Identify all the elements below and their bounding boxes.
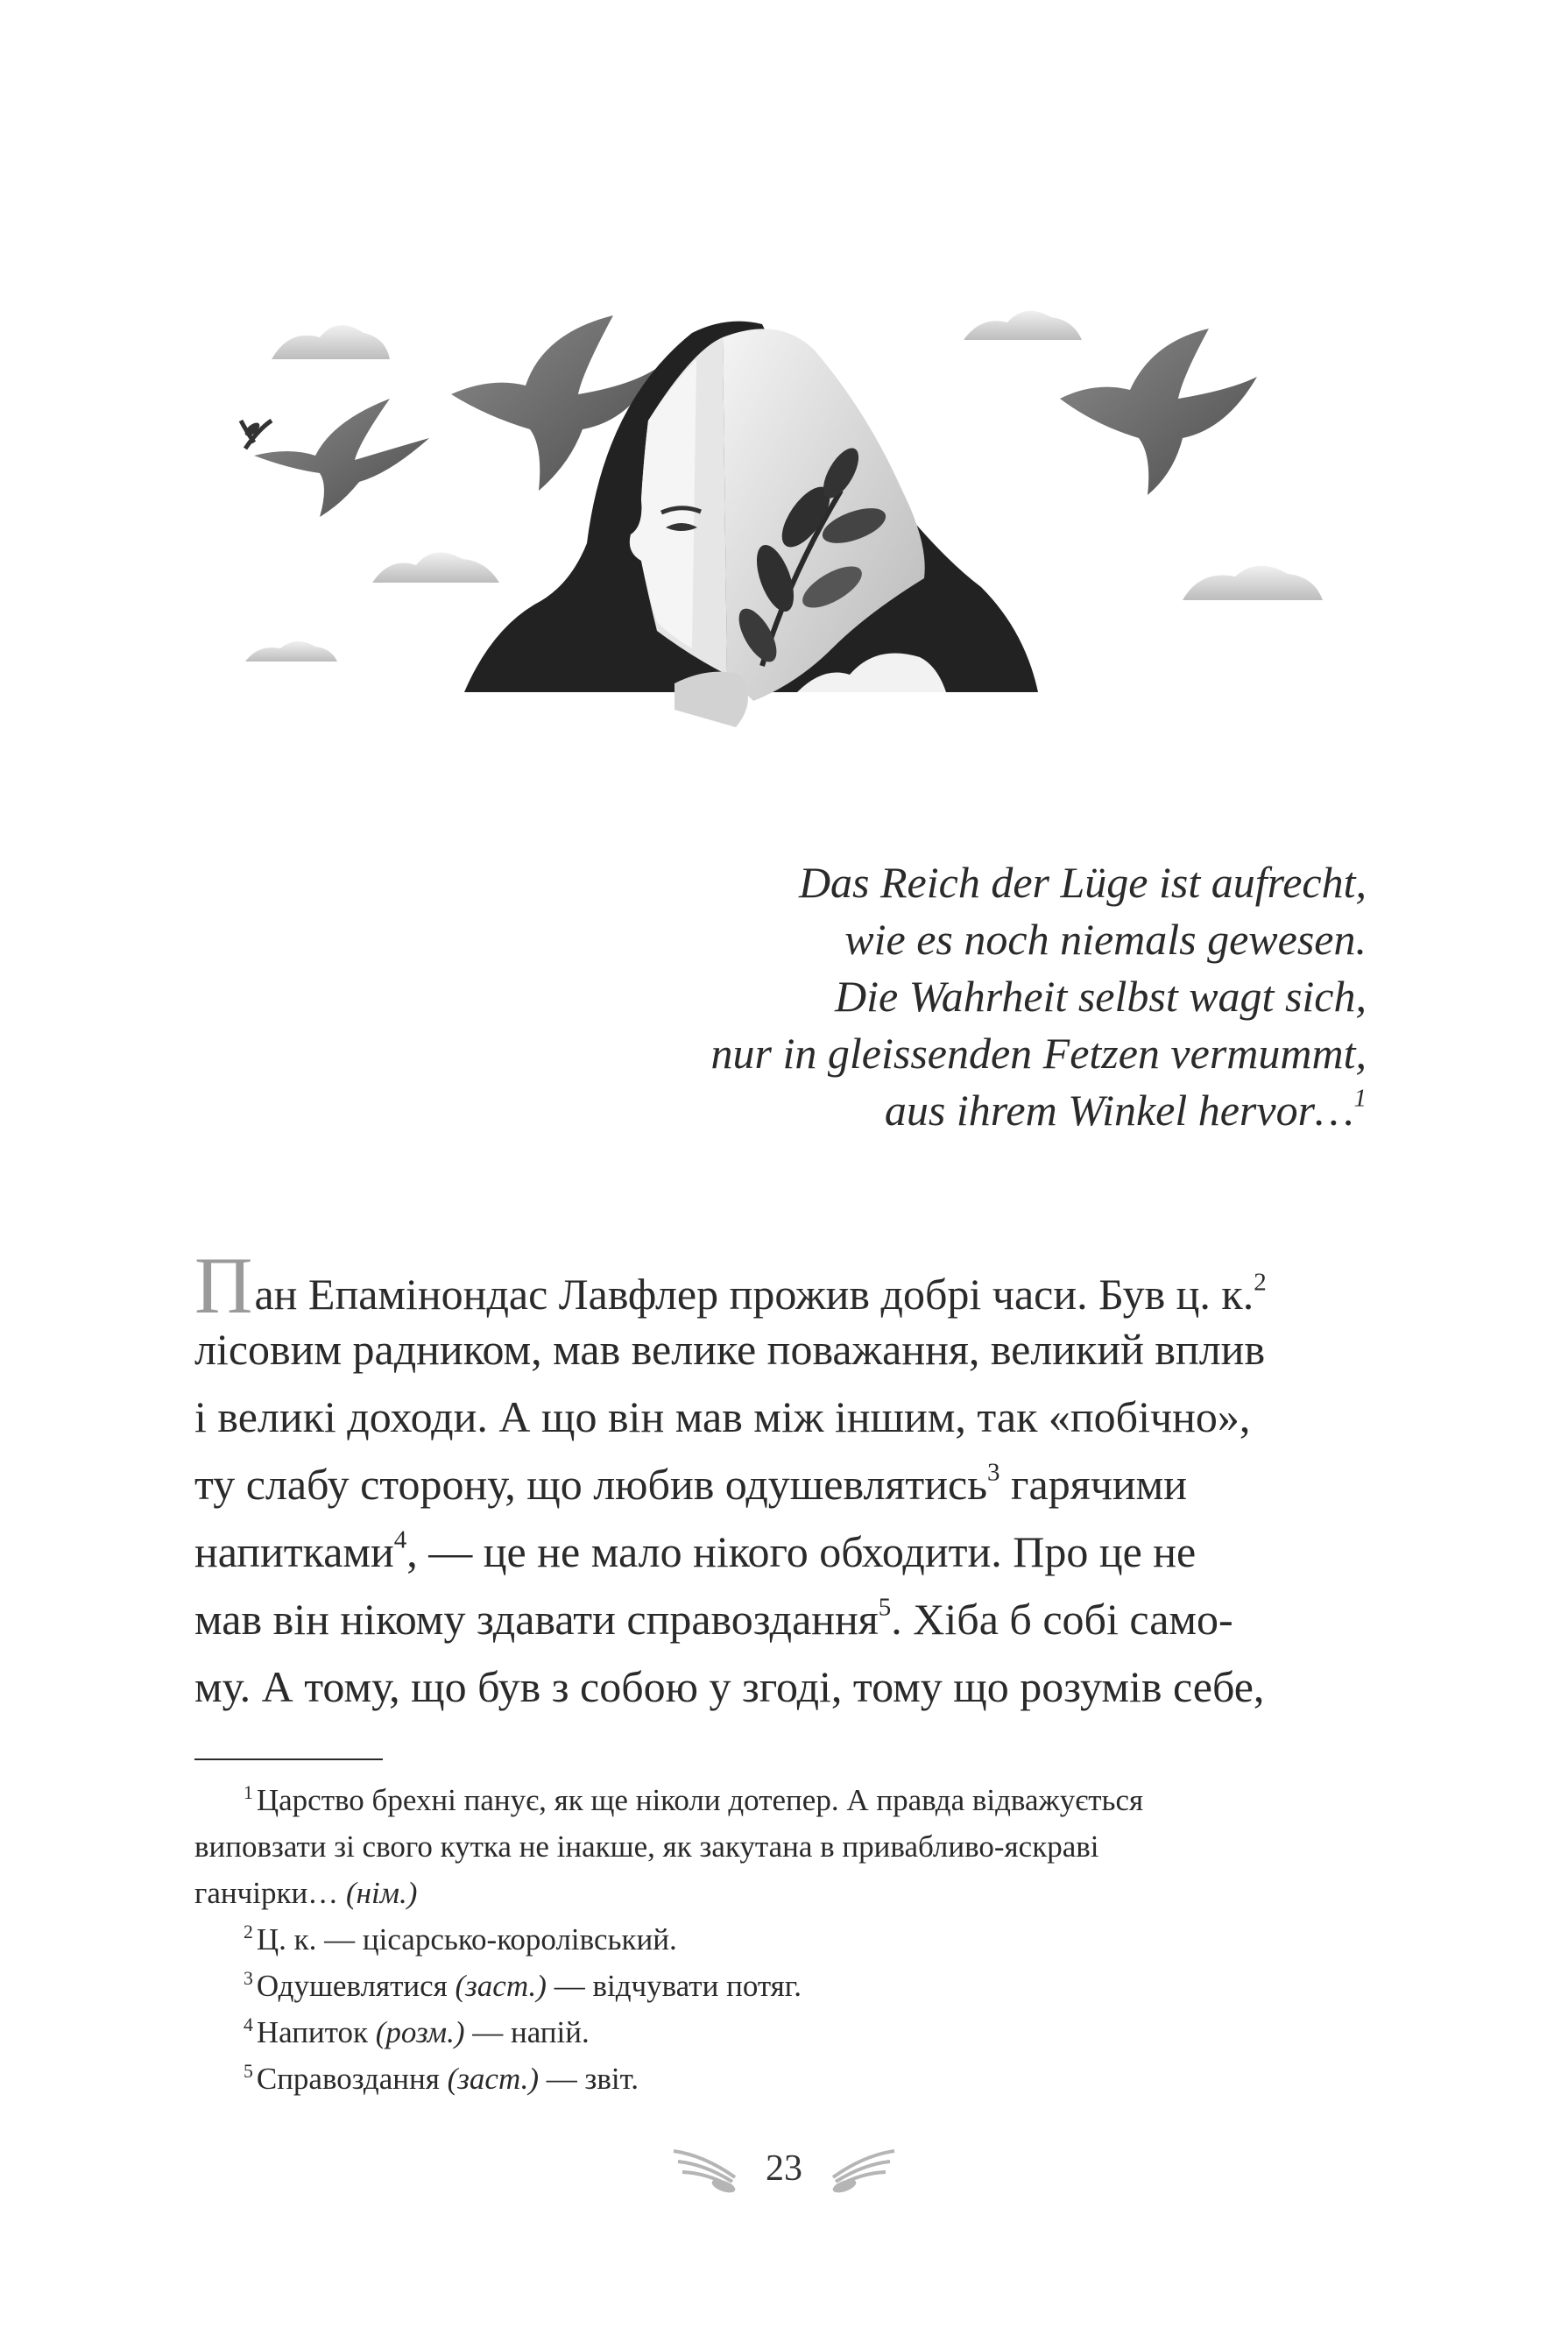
body-paragraph xyxy=(194,1241,1367,1721)
line-text: ту слабу сторону, що любив одушевлятись xyxy=(194,1460,988,1509)
line-text: , — це не мало нікого обходити. Про це не xyxy=(406,1527,1197,1576)
line-content xyxy=(194,1586,1233,1653)
epigraph-line: Das Reich der Lüge ist aufrecht, xyxy=(798,858,1367,907)
wing-ornament-right-icon xyxy=(820,2142,899,2195)
page-number: 23 xyxy=(766,2148,802,2189)
footnote-3 xyxy=(194,1963,1367,2009)
bird-icon xyxy=(1060,329,1257,495)
epigraph-line: Die Wahrheit selbst wagt sich, xyxy=(835,972,1367,1021)
paragraph-line xyxy=(194,1518,1367,1586)
footnote-5 xyxy=(194,2056,1367,2102)
footnote-1-cont xyxy=(194,1823,1367,1870)
line-text: . Хіба б собі само- xyxy=(891,1595,1233,1644)
paragraph-line xyxy=(194,1653,1367,1721)
footnote-definition: — звіт. xyxy=(539,2062,639,2096)
footnotes xyxy=(194,1777,1367,2102)
cloud-icon xyxy=(245,641,337,662)
header-illustration xyxy=(237,298,1375,745)
cloud-icon xyxy=(272,325,390,359)
footnote-definition: — напій. xyxy=(464,2015,590,2049)
line-text: і великі доходи. А що він мав між іншим, так «побічно», xyxy=(194,1392,1251,1441)
page-footer xyxy=(653,2133,915,2204)
line-text: лісовим радником, мав велике поважання, великий вплив xyxy=(194,1325,1266,1374)
line-text: напитками xyxy=(194,1527,394,1576)
footnote-ref[interactable]: 5 xyxy=(878,1593,892,1622)
line-content xyxy=(194,1451,1187,1518)
footnote-term: Справоздання xyxy=(256,2062,440,2096)
footnote-number: 2 xyxy=(244,1921,253,1942)
epigraph-line: aus ihrem Winkel hervor… xyxy=(884,1086,1354,1135)
paragraph-line xyxy=(194,1586,1367,1653)
footnote-note: (розм.) xyxy=(375,2015,465,2049)
footnote-note: (заст.) xyxy=(447,2062,540,2096)
bird-icon xyxy=(241,399,429,517)
cloud-icon xyxy=(372,552,499,583)
footnote-2 xyxy=(194,1916,1367,1963)
paragraph-line xyxy=(194,1241,1367,1330)
paragraph-line xyxy=(194,1383,1367,1451)
footnote-number: 5 xyxy=(244,2060,253,2082)
footnote-number: 1 xyxy=(244,1781,253,1803)
epigraph-line: nur in gleissenden Fetzen vermummt, xyxy=(710,1029,1367,1078)
footnote-text: Царство брехні панує, як ще ніколи дотепер. А правда відважується xyxy=(256,1783,1144,1817)
footnote-divider xyxy=(194,1758,383,1760)
footnote-text: виповзати зі свого кутка не інакше, як закутана в привабливо-яскраві xyxy=(194,1829,1099,1864)
line-content xyxy=(194,1241,1267,1330)
line-text: му. А тому, що був з собою у згоді, тому що розумів себе, xyxy=(194,1662,1265,1711)
epigraph xyxy=(438,854,1367,1139)
epigraph-line-last xyxy=(438,1082,1367,1139)
footnote-4 xyxy=(194,2009,1367,2056)
footnote-text: Ц. к. — цісарсько-королівський. xyxy=(256,1922,677,1957)
line-text: ан Епамінондас Лавфлер прожив добрі часи. Був ц. к. xyxy=(254,1270,1254,1319)
line-text: гарячими xyxy=(999,1460,1188,1509)
footnote-term: Одушевлятися xyxy=(256,1969,448,2003)
line-text: мав він нікому здавати справоздання xyxy=(194,1595,879,1644)
footnote-ref[interactable]: 4 xyxy=(393,1525,407,1554)
footnote-1 xyxy=(194,1777,1367,1823)
paragraph-line xyxy=(194,1451,1367,1518)
footnote-1-cont xyxy=(194,1870,1367,1916)
footnote-ref[interactable]: 2 xyxy=(1254,1268,1267,1297)
drop-cap: П xyxy=(194,1241,253,1330)
footnote-note: (заст.) xyxy=(455,1969,547,2003)
wing-ornament-left-icon xyxy=(669,2142,748,2195)
cloud-icon xyxy=(964,311,1082,340)
footnote-ref[interactable]: 3 xyxy=(987,1458,1000,1487)
cloud-icon xyxy=(1183,566,1323,600)
epigraph-line: wie es noch niemals gewesen. xyxy=(844,915,1367,964)
footnote-ref[interactable]: 1 xyxy=(1353,1084,1367,1113)
paragraph-line xyxy=(194,1316,1367,1383)
footnote-number: 3 xyxy=(244,1967,253,1989)
line-content xyxy=(194,1518,1196,1586)
footnote-definition: — відчувати потяг. xyxy=(546,1969,802,2003)
footnote-text: ганчірки… xyxy=(194,1876,339,1910)
footnote-number: 4 xyxy=(244,2013,253,2035)
footnote-note: (нім.) xyxy=(345,1876,418,1910)
footnote-term: Напиток xyxy=(256,2015,368,2049)
